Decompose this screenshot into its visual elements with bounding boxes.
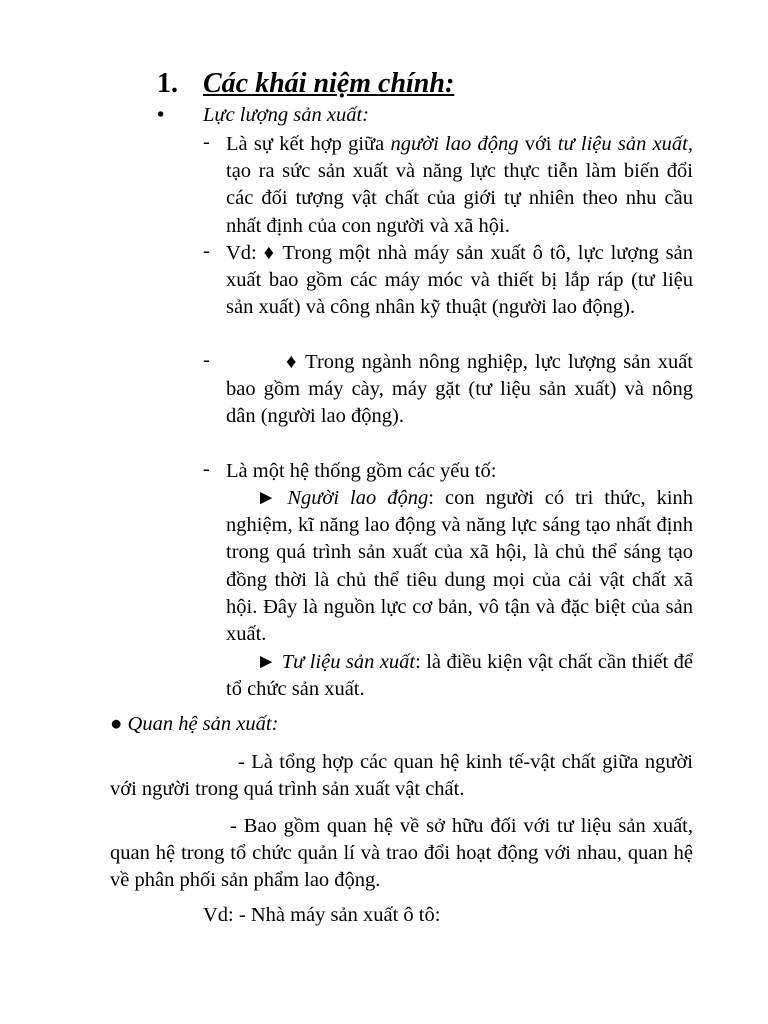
text-run: tạo ra sức sản xuất và năng lực thực tiễn làm biến đổi các đối tượng vật chất của giới tự nhiên theo nhu cầu nhất định của con người và xã hội. [226, 160, 693, 237]
dash-marker: - [203, 240, 210, 262]
heading-number: 1. [157, 68, 178, 99]
definition-item [203, 131, 693, 240]
factor-means-of-production [226, 649, 693, 703]
dash-marker: - [203, 131, 210, 153]
term-means-of-production: tư liệu sản xuất, [557, 133, 693, 155]
factor-text: : con người có tri thức, kinh nghiệm, kĩ năng lao động và năng lực sáng tạo nhất định trong quá trình sản xuất của xã hội, là chủ thể sáng tạo đồng thời là chủ thể tiêu dung mọi của cải vật chất xã hội. Đây là nguồn lực cơ bản, vô tận và đặc biệt của sản xuất. [226, 487, 694, 646]
dash-marker: - [203, 349, 210, 371]
section-heading [157, 68, 454, 100]
example-agriculture [203, 349, 693, 431]
relations-title: Quan hệ sản xuất: [127, 713, 279, 735]
arrow-icon: ► [256, 651, 277, 673]
system-item [203, 458, 693, 485]
definition-text [226, 131, 693, 240]
productive-forces-title: Lực lượng sản xuất: [203, 104, 369, 126]
example-text: ♦ Trong ngành nông nghiệp, lực lượng sản xuất bao gồm máy cày, máy gặt (tư liệu sản xuất) và nông dân (người lao động). [226, 351, 693, 428]
factor-label: Tư liệu sản xuất [281, 651, 416, 673]
bullet-marker: ● [110, 713, 123, 735]
relations-example: Vd: - Nhà máy sản xuất ô tô: [203, 904, 441, 926]
example-car-factory [203, 240, 693, 322]
factor-label: Người lao động [287, 487, 429, 509]
heading-title: Các khái niệm chính: [203, 68, 455, 99]
text-run: Là sự kết hợp giữa [226, 133, 391, 155]
factor-worker [226, 485, 693, 648]
relations-definition: - Là tổng hợp các quan hệ kinh tế-vật chất giữa người với người trong quá trình sản xuất vật chất. [110, 751, 693, 801]
factor-text: : là điều kiện vật chất cần thiết để tổ chức sản xuất. [226, 651, 694, 701]
text-run: với [518, 133, 558, 155]
bullet-productive-forces [157, 104, 369, 127]
dash-marker: - [203, 458, 210, 480]
bullet-marker: • [157, 104, 165, 126]
example-text: Vd: ♦ Trong một nhà máy sản xuất ô tô, lực lượng sản xuất bao gồm các máy móc và thiết bị lắp ráp (tư liệu sản xuất) và công nhân kỹ thuật (người lao động). [226, 242, 693, 319]
bullet-relations-of-production [110, 713, 278, 736]
system-text: Là một hệ thống gồm các yếu tố: [226, 460, 497, 482]
relations-components: - Bao gồm quan hệ về sở hữu đối với tư liệu sản xuất, quan hệ trong tổ chức quản lí và trao đổi hoạt động với nhau, quan hệ về phân phối sản phẩm lao động. [110, 815, 693, 892]
term-worker: người lao động [390, 133, 519, 155]
arrow-icon: ► [256, 487, 277, 509]
